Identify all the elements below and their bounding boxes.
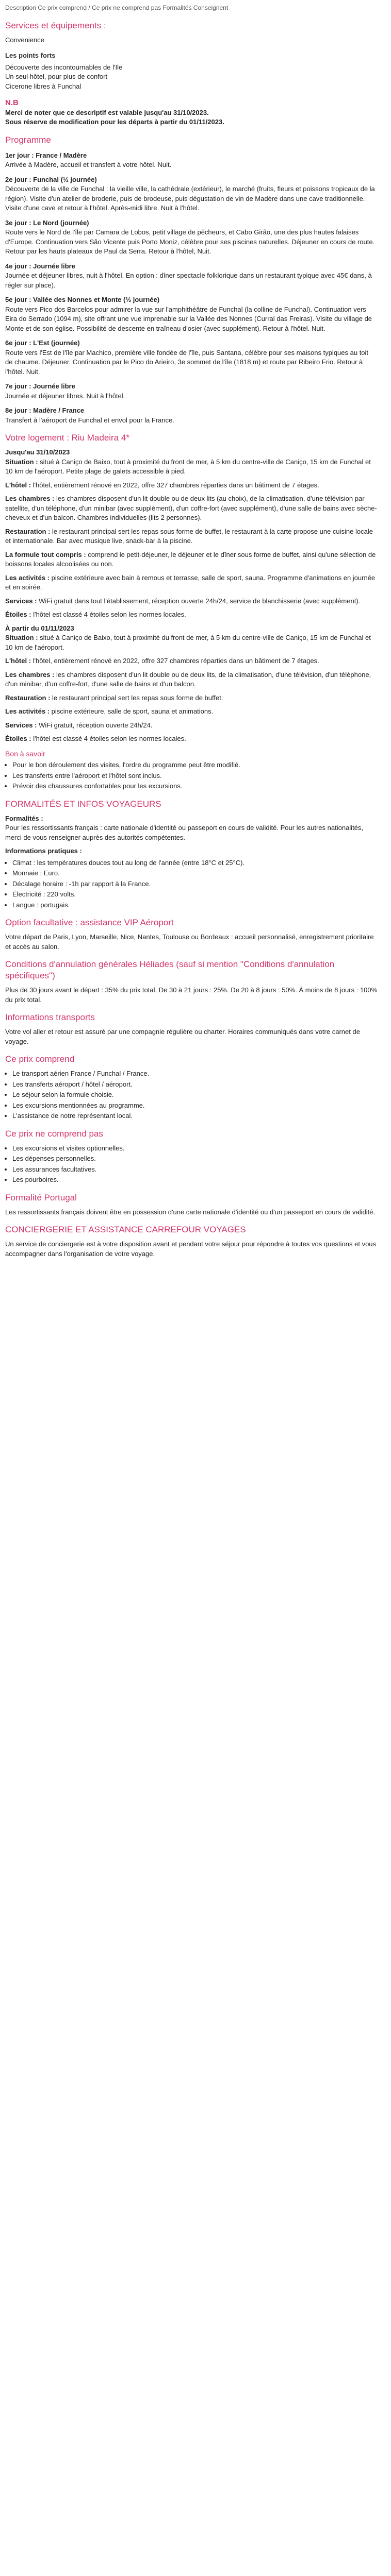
transport-text: Votre vol aller et retour est assuré par une compagnie régulière ou charter. Horaires communiqués dans votre carnet de voyage. xyxy=(5,1028,360,1045)
program-day xyxy=(5,262,378,291)
hotel-paragraph xyxy=(5,527,378,546)
hotel-after-paragraph xyxy=(5,656,378,666)
day-title: 3e jour : Le Nord (journée) xyxy=(5,218,89,227)
hotel-paragraph xyxy=(5,550,378,569)
services-item: Convenience xyxy=(5,36,44,44)
program-day xyxy=(5,295,378,333)
nb-title: N.B xyxy=(5,98,19,107)
hotel-text: le restaurant principal sert les repas sous forme de buffet, le restaurant à la carte propose une cuisine locale et internationale. Bar avec musique live, snack-bar à la piscine. xyxy=(5,527,373,545)
day-text: Arrivée à Madère, accueil et transfert à votre hôtel. Nuit. xyxy=(5,161,172,168)
formality-portugal-title: Formalité Portugal xyxy=(5,1192,77,1202)
vip-title: Option facultative : assistance VIP Aéroport xyxy=(5,918,174,927)
program-day xyxy=(5,406,378,425)
hotel-after-text: l'hôtel, entièrement rénové en 2022, offre 327 chambres réparties dans un bâtiment de 7 étages. xyxy=(32,657,319,665)
concierge-title: CONCIERGERIE ET ASSISTANCE CARREFOUR VOYAGES xyxy=(5,1225,246,1234)
strong-points-title: Les points forts xyxy=(5,52,56,59)
hotel-text: les chambres disposent d'un lit double ou de deux lits (au choix), de la climatisation, d'une télévision par satellite, d'un téléphone, d'un minibar (avec supplément), d'un coffre-fort (avec supplément), d'une salle de bains avec sèche-cheveux et d'un balcon. Chambres individuelles (lits 2 personnes). xyxy=(5,495,377,521)
price-includes-list xyxy=(5,1069,378,1121)
price-excludes-title: Ce prix ne comprend pas xyxy=(5,1128,103,1139)
price-excludes-item: • Les dépenses personnelles. xyxy=(12,1154,378,1164)
hotel-text: comprend le petit-déjeuner, le déjeuner et le dîner sous forme de buffet, ainsi qu'une sélection de boissons locales alcoolisées ou non. xyxy=(5,550,376,568)
day-title: 2e jour : Funchal (½ journée) xyxy=(5,175,97,183)
program-day xyxy=(5,151,378,170)
hotel-paragraph xyxy=(5,457,378,477)
hotel-after-label: Étoiles : xyxy=(5,735,31,742)
program-day xyxy=(5,218,378,257)
hotel-title: Votre logement : Riu Madeira 4* xyxy=(5,433,129,443)
price-includes-title: Ce prix comprend xyxy=(5,1054,75,1064)
price-includes-item: • Le séjour selon la formule choisie. xyxy=(12,1090,378,1100)
price-excludes-item: • Les excursions et visites optionnelles. xyxy=(12,1144,378,1154)
hotel-label: Étoiles : xyxy=(5,611,31,618)
day-text: Journée et déjeuner libres, nuit à l'hôtel. En option : dîner spectacle folklorique dans un restaurant typique avec 45€ dans, à régler sur place). xyxy=(5,272,372,289)
hotel-label: Services : xyxy=(5,597,37,605)
formalities-title: FORMALITÉS ET INFOS VOYAGEURS xyxy=(5,799,161,809)
formalities-text: Pour les ressortissants français : carte nationale d'identité ou passeport en cours de validité. Pour les autres nationalités, merci de vous renseigner auprès des autorités compétentes. xyxy=(5,824,364,841)
day-title: 8e jour : Madère / France xyxy=(5,406,85,414)
hotel-after-paragraph xyxy=(5,734,378,744)
formality-portugal-text: Les ressortissants français doivent être en possession d'une carte nationale d'identité ou d'un passeport en cours de validité. xyxy=(5,1208,376,1216)
hotel-after-text: WiFi gratuit, réception ouverte 24h/24. xyxy=(39,721,153,729)
services-title: Services et équipements : xyxy=(5,20,106,30)
info-title: Informations pratiques : xyxy=(5,847,82,855)
info-item: • Langue : portugais. xyxy=(12,901,378,910)
hotel-label: Situation : xyxy=(5,457,38,466)
hotel-label: L'hôtel : xyxy=(5,481,31,489)
breadcrumb: Description Ce prix comprend / Ce prix ne comprend pas Formalités Conseignent xyxy=(5,4,229,11)
hotel-paragraph xyxy=(5,481,378,490)
price-includes-item: • Les excursions mentionnées au programme. xyxy=(12,1101,378,1111)
hotel-after-paragraph xyxy=(5,670,378,689)
hotel-after-label: Les chambres : xyxy=(5,670,55,679)
hotel-label: Les activités : xyxy=(5,573,50,582)
formalities-sub: Formalités : xyxy=(5,814,43,822)
day-title: 5e jour : Vallée des Nonnes et Monte (½ journée) xyxy=(5,296,160,303)
hotel-label: La formule tout compris : xyxy=(5,550,86,558)
hotel-after-paragraph xyxy=(5,707,378,717)
strong-point-item: Découverte des incontournables de l'Ile xyxy=(5,63,123,71)
day-title: 7e jour : Journée libre xyxy=(5,382,75,390)
hotel-subtitle: Jusqu'au 31/10/2023 xyxy=(5,448,70,456)
hotel-after-text: les chambres disposent d'un lit double ou de deux lits, de la climatisation, d'une télévision, d'un téléphone, d'un minibar, d'un coffre-fort, d'une salle de bains et d'un balcon. xyxy=(5,670,371,688)
good-to-know-list xyxy=(5,760,378,791)
program-day xyxy=(5,338,378,377)
program-day xyxy=(5,382,378,401)
day-text: Découverte de la ville de Funchal : la vieille ville, la cathédrale (extérieur), le marché (fruits, fleurs et poissons tropicaux de la région). Visite d'un atelier de broderie, puis de brodeuse, puis dégustation de vin de Madère dans une cave traditionnelle. Visite d'une cave et retour à l'hôtel. Après-midi libre. Nuit à l'hôtel. xyxy=(5,185,375,212)
hotel-after-paragraph xyxy=(5,721,378,731)
hotel-paragraph xyxy=(5,494,378,523)
good-to-know-item: • Les transferts entre l'aéroport et l'hôtel sont inclus. xyxy=(12,771,378,781)
hotel-after-text: le restaurant principal sert les repas sous forme de buffet. xyxy=(52,693,223,702)
day-text: Route vers l'Est de l'île par Machico, première ville fondée de l'île, puis Santana, célèbre pour ses maisons typiques au toit de chaume. Déjeuner. Continuation par le Pico do Arieiro, 3e sommet de l'île (1818 m) et route par Ribeiro Frio. Retour à l'hôtel. Nuit. xyxy=(5,348,369,376)
page xyxy=(0,0,382,1259)
hotel-after-paragraph xyxy=(5,633,378,652)
program-day xyxy=(5,175,378,213)
day-text: Route vers le Nord de l'île par Camara de Lobos, petit village de pêcheurs, et Cabo Girão, une des plus hautes falaises d'Europe. Continuation vers São Vicente puis Porto Moniz, célèbre pour ses piscines naturelles. Déjeuner en cours de route. Retour par les hauts plateaux de Paul da Serra. Retour à l'hôtel, Nuit. xyxy=(5,228,375,255)
price-excludes-item: • Les pourboires. xyxy=(12,1175,378,1185)
hotel-after-title: À partir du 01/11/2023 xyxy=(5,624,74,632)
day-text: Journée et déjeuner libres. Nuit à l'hôtel. xyxy=(5,392,125,400)
conditions-title: Conditions d'annulation générales Héliades (sauf si mention "Conditions d'annulation spécifiques") xyxy=(5,959,335,980)
program-title: Programme xyxy=(5,134,51,145)
hotel-after-label: Les activités : xyxy=(5,707,50,715)
hotel-after-text: piscine extérieure, salle de sport, sauna et animations. xyxy=(51,707,214,715)
day-text: Transfert à l'aéroport de Funchal et envol pour la France. xyxy=(5,416,174,424)
info-item: • Électricité : 220 volts. xyxy=(12,890,378,900)
nb-line: Merci de noter que ce descriptif est valable jusqu'au 31/10/2023. xyxy=(5,108,209,116)
info-item: • Monnaie : Euro. xyxy=(12,869,378,878)
transport-title: Informations transports xyxy=(5,1012,95,1022)
hotel-text: situé à Caniço de Baixo, tout à proximité du front de mer, à 5 km du centre-ville de Caniço, 15 km de Funchal et 10 km de l'aéroport. Petite plage de galets accessible à pied. xyxy=(5,457,371,475)
hotel-after-label: Situation : xyxy=(5,634,38,641)
price-includes-item: • Les transferts aéroport / hôtel / aéroport. xyxy=(12,1080,378,1090)
hotel-after-label: Restauration : xyxy=(5,693,51,702)
nb-line: Sous réserve de modification pour les départs à partir du 01/11/2023. xyxy=(5,118,224,126)
hotel-after-paragraph xyxy=(5,693,378,703)
strong-point-item: Cicerone libres à Funchal xyxy=(5,82,82,90)
vip-text: Votre départ de Paris, Lyon, Marseille, Nice, Nantes, Toulouse ou Bordeaux : accueil personnalisé, enregistrement prioritaire et accès au salon. xyxy=(5,933,374,951)
hotel-label: Restauration : xyxy=(5,527,51,535)
hotel-after-text: l'hôtel est classé 4 étoiles selon les normes locales. xyxy=(33,735,186,742)
info-list xyxy=(5,858,378,910)
day-text: Route vers Pico dos Barcelos pour admirer la vue sur l'amphithéâtre de Funchal (la colline de Funchal). Continuation vers Eira do Serrado (1094 m), site offrant une vue imprenable sur la Vallée des Nonnes (Curral das Freiras). Visite du village de Monte et de son église. Possibilité de descente en traîneau d'osier (avec supplément). Retour à l'hôtel. Nuit. xyxy=(5,305,372,332)
hotel-text: l'hôtel, entièrement rénové en 2022, offre 327 chambres réparties dans un bâtiment de 7 étages. xyxy=(32,481,319,489)
price-includes-item: • Le transport aérien France / Funchal / France. xyxy=(12,1069,378,1079)
info-item: • Climat : les températures douces tout au long de l'année (entre 18°C et 25°C). xyxy=(12,858,378,868)
price-excludes-item: • Les assurances facultatives. xyxy=(12,1165,378,1175)
price-includes-item: • L'assistance de notre représentant local. xyxy=(12,1111,378,1121)
strong-point-item: Un seul hôtel, pour plus de confort xyxy=(5,73,108,80)
conditions-text: Plus de 30 jours avant le départ : 35% du prix total. De 30 à 21 jours : 25%. De 20 à 8 jours : 50%. À moins de 8 jours : 100% du prix total. xyxy=(5,986,378,1004)
hotel-text: piscine extérieure avec bain à remous et terrasse, salle de sport, sauna. Programme d'animations en journée et en soirée. xyxy=(5,573,376,591)
hotel-label: Les chambres : xyxy=(5,495,55,502)
day-title: 1er jour : France / Madère xyxy=(5,151,87,159)
hotel-text: WiFi gratuit dans tout l'établissement, réception ouverte 24h/24, service de blanchisserie (avec supplément). xyxy=(39,597,361,605)
concierge-text: Un service de conciergerie est à votre disposition avant et pendant votre séjour pour répondre à toutes vos questions et vous accompagner dans l'organisation de votre voyage. xyxy=(5,1240,377,1258)
info-item: • Décalage horaire : -1h par rapport à la France. xyxy=(12,879,378,889)
hotel-after-text: situé à Caniço de Baixo, tout à proximité du front de mer, à 5 km du centre-ville de Caniço, 15 km de Funchal et 10 km de l'aéroport. xyxy=(5,634,371,651)
hotel-paragraph xyxy=(5,610,378,620)
price-excludes-list xyxy=(5,1144,378,1185)
hotel-after-label: L'hôtel : xyxy=(5,657,31,665)
day-title: 4e jour : Journée libre xyxy=(5,262,75,270)
good-to-know-item: • Prévoir des chaussures confortables pour les excursions. xyxy=(12,782,378,791)
good-to-know-title: Bon à savoir xyxy=(5,749,45,758)
hotel-text: l'hôtel est classé 4 étoiles selon les normes locales. xyxy=(33,611,186,618)
hotel-after-label: Services : xyxy=(5,721,37,729)
good-to-know-item: • Pour le bon déroulement des visites, l'ordre du programme peut être modifié. xyxy=(12,760,378,770)
hotel-paragraph xyxy=(5,573,378,592)
hotel-paragraph xyxy=(5,597,378,606)
day-title: 6e jour : L'Est (journée) xyxy=(5,339,80,347)
